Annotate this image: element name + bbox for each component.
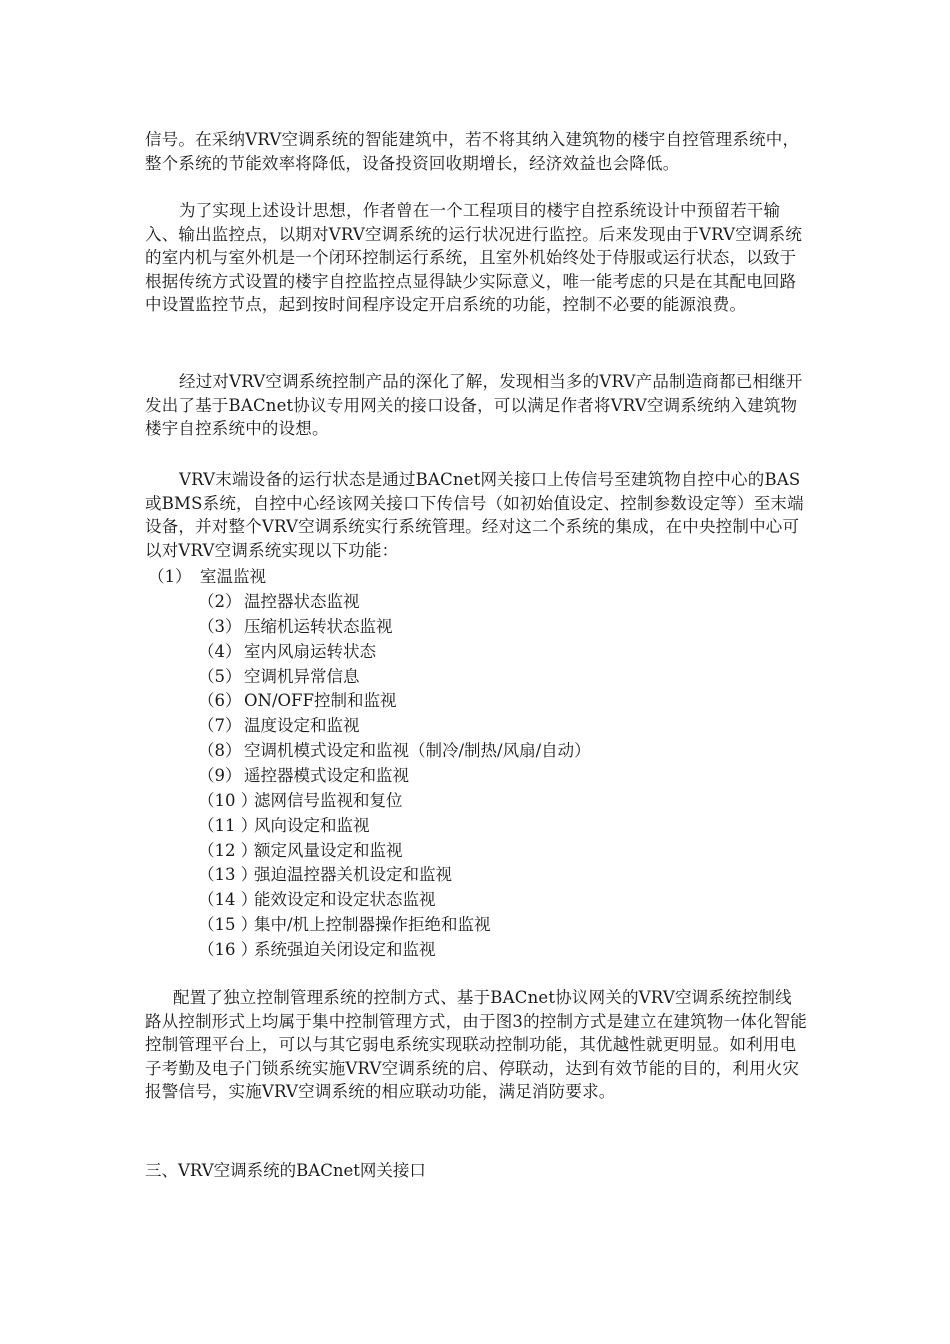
list-item-number: （15 ） xyxy=(198,915,258,934)
list-item-number: （13 ） xyxy=(198,865,258,884)
list-item-text: 额定风量设定和监视 xyxy=(254,841,403,860)
list-item-text: 压缩机运转状态监视 xyxy=(244,617,393,636)
list-item xyxy=(198,689,396,714)
list-item-text: 集中/机上控制器操作拒绝和监视 xyxy=(254,915,491,934)
list-item-number: （12 ） xyxy=(198,841,258,860)
paragraph-5: 配置了独立控制管理系统的控制方式、基于BACnet协议网关的VRV空调系统控制线路从控制形式上均属于集中控制管理方式，由于图3的控制方式是建立在建筑物一体化智能控制管理平台上，可以与其它弱电系统实现联动控制功能，其优越性就更明显。如利用电子考勤及电子门锁系统实施VRV空调系统的启、停联动，达到有效节能的目的，利用火灾报警信号，实施VRV空调系统的相应联动功能，满足消防要求。 xyxy=(145,988,807,1101)
list-item-text: 温控器状态监视 xyxy=(244,592,360,611)
list-item xyxy=(198,665,360,690)
list-item xyxy=(198,590,360,615)
list-item xyxy=(198,888,436,913)
list-item-number: （11 ） xyxy=(198,816,258,835)
list-item xyxy=(148,565,266,590)
list-item-text: 室温监视 xyxy=(200,567,266,586)
list-item-number: （3） xyxy=(198,617,242,636)
list-item-number: （16 ） xyxy=(198,940,258,959)
list-item xyxy=(198,913,491,938)
list-item-number: （5） xyxy=(198,667,242,686)
list-item-number: （10 ） xyxy=(198,791,258,810)
paragraph-4: VRV末端设备的运行状态是通过BACnet网关接口上传信号至建筑物自控中心的BAS或BMS系统，自控中心经该网关接口下传信号（如初始值设定、控制参数设定等）至末端设备，并对整个VRV空调系统实行系统管理。经对这二个系统的集成，在中央控制中心可以对VRV空调系统实现以下功能： xyxy=(145,470,804,560)
list-item xyxy=(198,714,360,739)
list-item xyxy=(198,814,370,839)
paragraph-3: 经过对VRV空调系统控制产品的深化了解，发现相当多的VRV产品制造商都已相继开发出了基于BACnet协议专用网关的接口设备，可以满足作者将VRV空调系统纳入建筑物楼宇自控系统中的设想。 xyxy=(145,372,803,438)
paragraph-2: 为了实现上述设计思想，作者曾在一个工程项目的楼宇自控系统设计中预留若干输入、输出监控点，以期对VRV空调系统的运行状况进行监控。后来发现由于VRV空调系统的室内机与室外机是一个闭环控制运行系统，且室外机始终处于侍服或运行状态，以致于根据传统方式设置的楼宇自控监控点显得缺少实际意义，唯一能考虑的只是在其配电回路中设置监控节点，起到按时间程序设定开启系统的功能，控制不必要的能源浪费。 xyxy=(145,201,803,314)
list-item-number: （4） xyxy=(198,642,242,661)
list-item xyxy=(198,863,452,888)
list-item-number: （6） xyxy=(198,691,242,710)
list-item-number: （2） xyxy=(198,592,242,611)
list-item-text: 空调机模式设定和监视（制冷/制热/风扇/自动） xyxy=(244,741,591,760)
section-heading: 三、VRV空调系统的BACnet网关接口 xyxy=(145,1161,426,1180)
list-item xyxy=(198,938,436,963)
list-item xyxy=(198,789,403,814)
list-item-text: 室内风扇运转状态 xyxy=(244,642,376,661)
list-item-number: （1） xyxy=(148,567,192,586)
list-item xyxy=(198,615,393,640)
list-item-number: （9） xyxy=(198,766,242,785)
list-item-text: 强迫温控器关机设定和监视 xyxy=(254,865,452,884)
list-item-text: 遥控器模式设定和监视 xyxy=(244,766,409,785)
list-item xyxy=(198,839,403,864)
list-item-number: （8） xyxy=(198,741,242,760)
list-item-text: 系统强迫关闭设定和监视 xyxy=(254,940,436,959)
list-item xyxy=(198,739,591,764)
list-item-text: 风向设定和监视 xyxy=(254,816,370,835)
paragraph-1: 信号。在采纳VRV空调系统的智能建筑中，若不将其纳入建筑物的楼宇自控管理系统中，整个系统的节能效率将降低，设备投资回收期增长，经济效益也会降低。 xyxy=(145,130,800,173)
list-item xyxy=(198,764,409,789)
list-item xyxy=(198,640,376,665)
list-item-text: 能效设定和设定状态监视 xyxy=(254,890,436,909)
list-item-text: 空调机异常信息 xyxy=(244,667,360,686)
list-item-number: （14 ） xyxy=(198,890,258,909)
list-item-text: ON/OFF控制和监视 xyxy=(244,691,397,710)
list-item-text: 滤网信号监视和复位 xyxy=(254,791,403,810)
list-item-number: （7） xyxy=(198,716,242,735)
list-item-text: 温度设定和监视 xyxy=(244,716,360,735)
